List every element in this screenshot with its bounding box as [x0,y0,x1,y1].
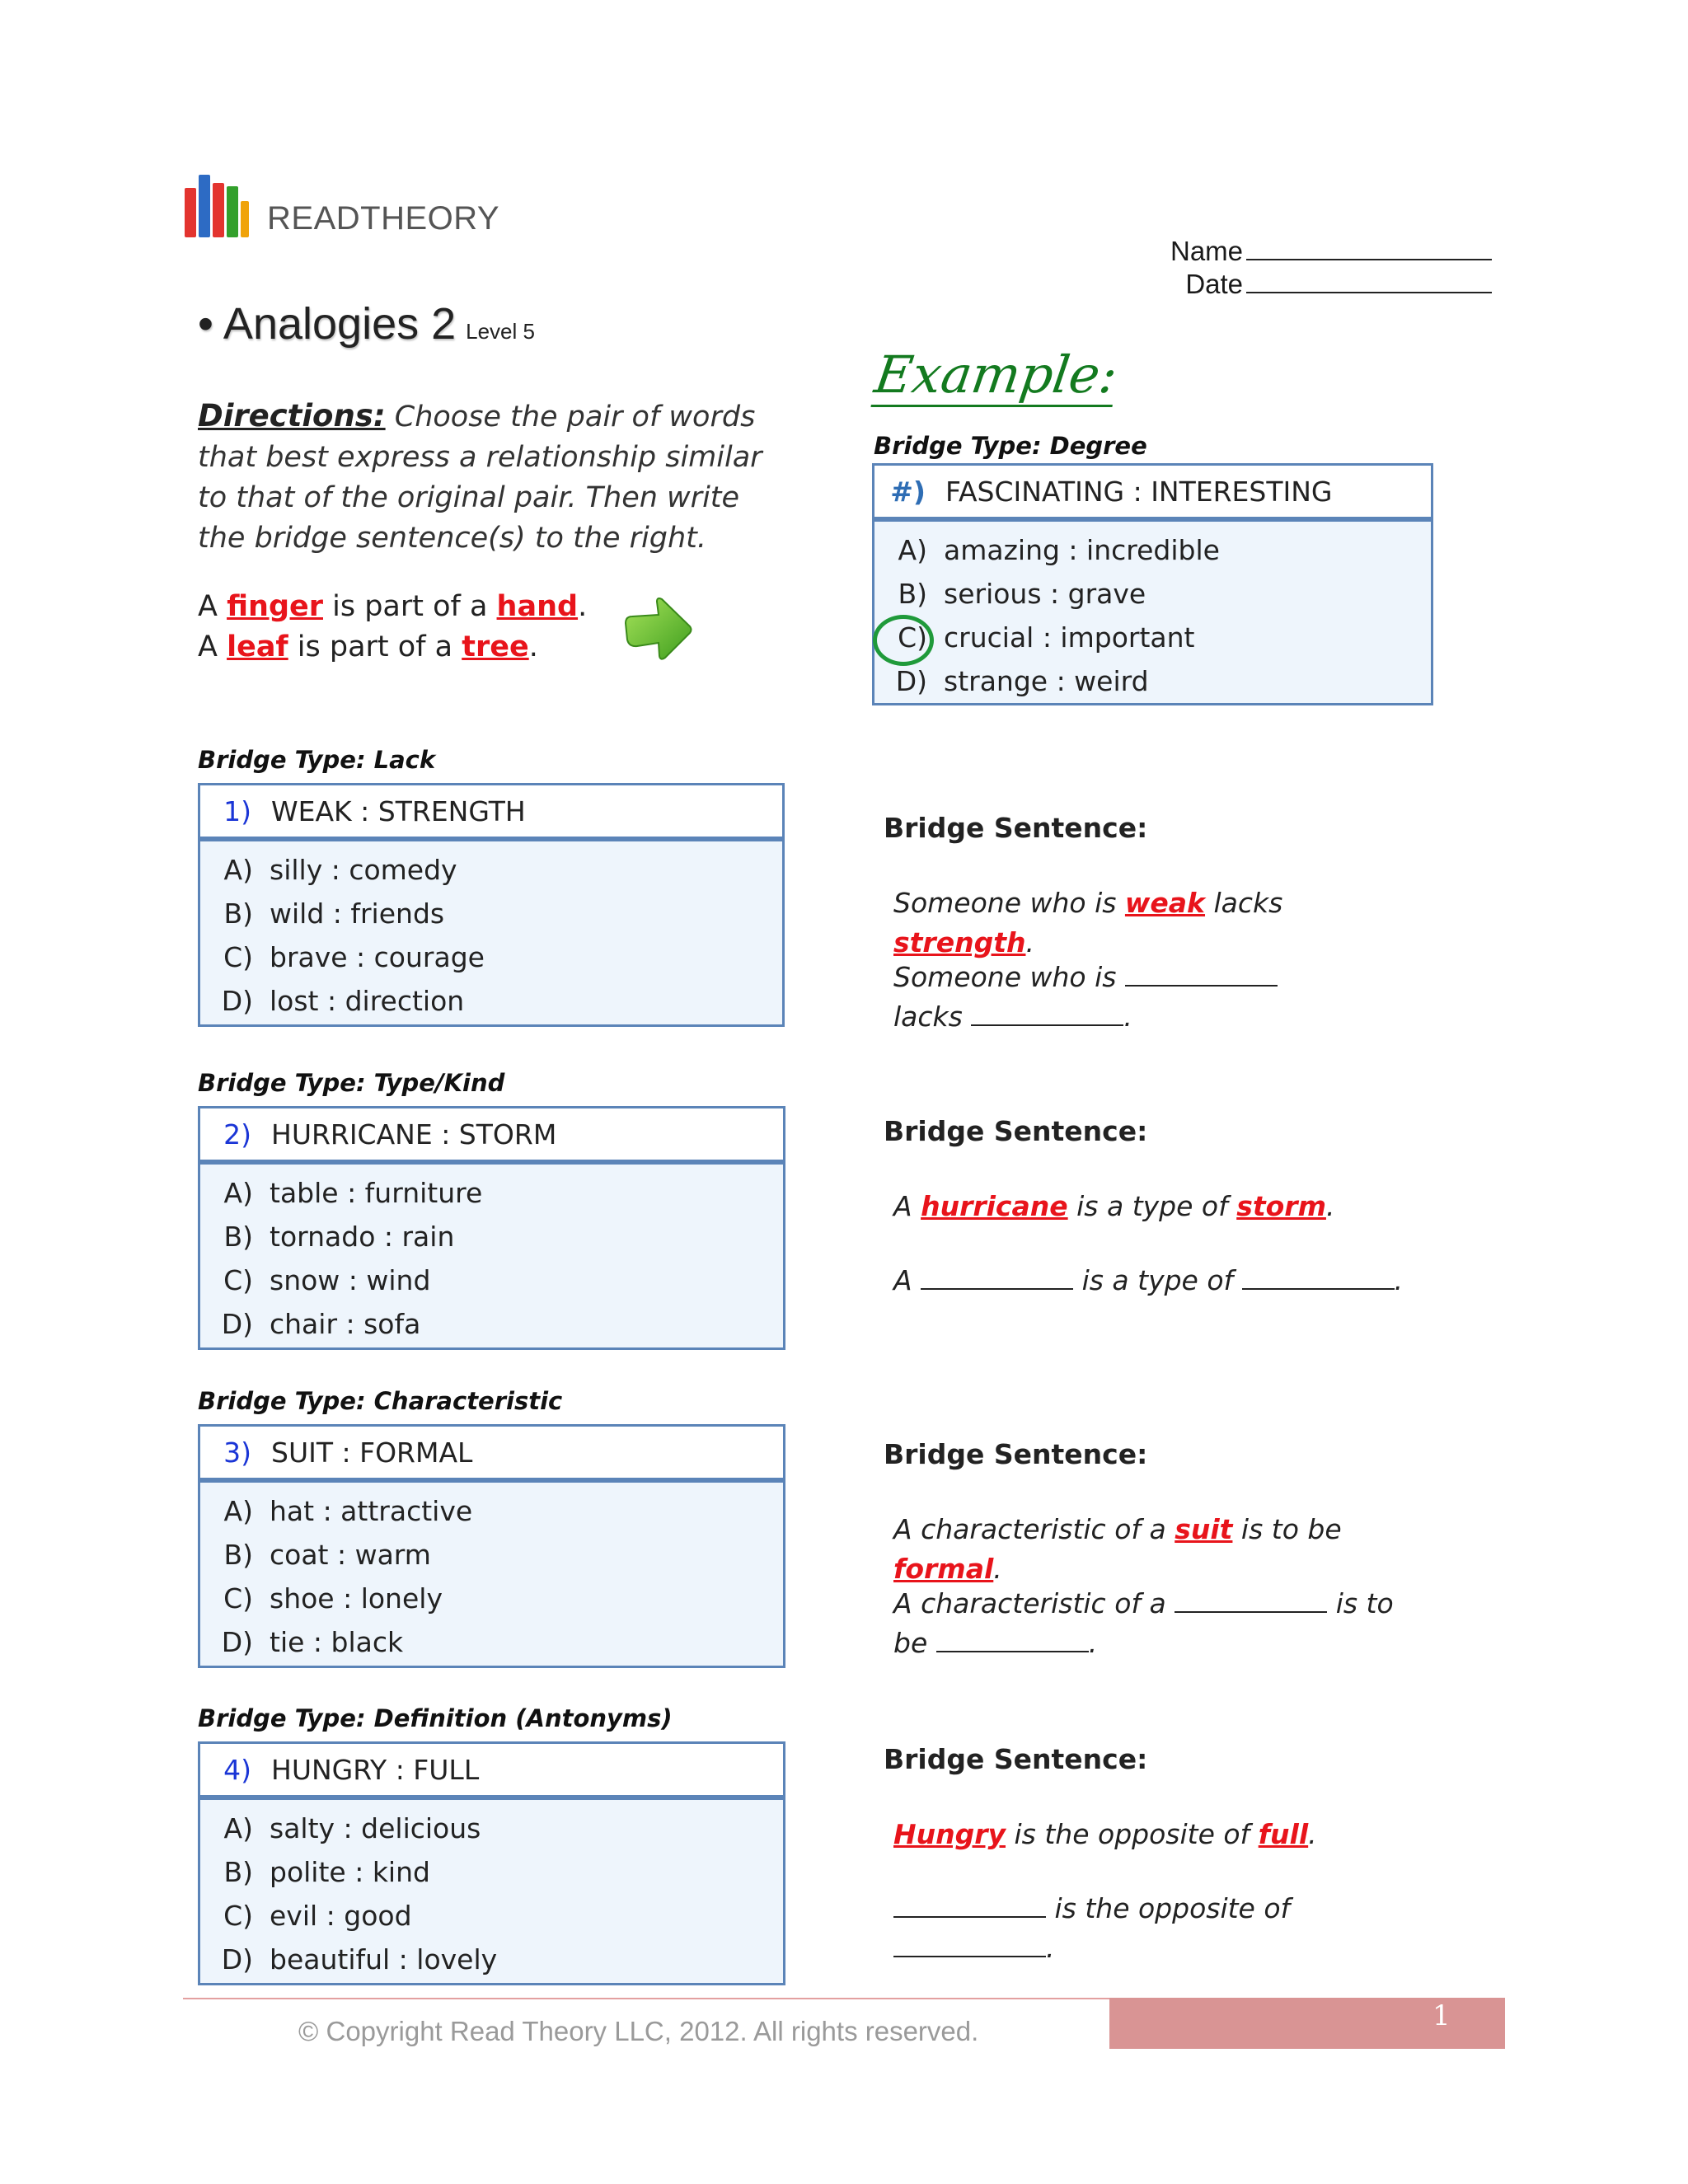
book-blue [199,175,210,237]
q4-options [200,1800,783,1981]
option-text: snow : wind [270,1264,431,1296]
sentence-text: A [893,1190,921,1222]
title-text: • Analogies 2 [198,299,457,349]
sentence-text: Someone who is [893,961,1125,993]
sentence-text: is to be [893,1587,1394,1659]
sample-word: leaf [227,630,288,663]
book-red [185,188,196,237]
option-letter: C) [223,1264,253,1296]
sentence-text: A characteristic of a [893,1513,1175,1545]
readtheory-logo [185,175,499,237]
q3-bridge-title: Bridge Sentence: [884,1438,1148,1470]
q1-options [200,841,782,1023]
question-number: #) [890,475,926,508]
q1-model-sentence [893,883,1421,963]
answer-blank[interactable] [1242,1267,1395,1290]
option-text: amazing : incredible [944,534,1220,566]
sample-text: A [198,590,227,623]
sentence-word: storm [1236,1190,1326,1222]
option-letter: D) [221,1943,253,1975]
option-row[interactable] [200,1577,783,1620]
option-row[interactable] [200,1533,783,1577]
sentence-text: lacks [1205,887,1283,919]
directions [198,396,783,559]
sentence-word: full [1258,1818,1309,1850]
sentence-word: suit [1175,1513,1233,1545]
date-row [1170,268,1492,301]
question-number: 3) [223,1436,251,1469]
option-text: tie : black [270,1626,404,1658]
question-pair: FASCINATING : INTERESTING [945,475,1333,508]
question-pair: HUNGRY : FULL [271,1753,480,1786]
example-label [871,344,1121,405]
option-letter: C) [223,941,253,973]
q4-bridge-title: Bridge Sentence: [884,1743,1148,1775]
sentence-text: A characteristic of a [893,1587,1175,1619]
option-letter: C) [223,1582,253,1615]
level-label: Level 5 [466,319,535,344]
option-row-selected [874,616,1431,659]
sentence-text: . [1088,1627,1098,1659]
sample-word: finger [227,590,323,623]
q1-bridge-type: Bridge Type: Lack [198,746,436,774]
option-text: crucial : important [944,621,1195,654]
option-row[interactable] [200,1302,783,1346]
option-letter-text: C) [898,621,927,654]
option-row[interactable] [200,1171,783,1215]
sentence-text: Someone who is [893,887,1125,919]
q3-model-sentence [893,1510,1421,1589]
sentence-word: strength [893,926,1026,958]
answer-blank[interactable] [921,1267,1073,1290]
sentence-text: . [993,1553,1002,1585]
option-row[interactable] [200,1489,783,1533]
q4-box [198,1741,785,1985]
name-row [1170,235,1492,268]
sample-text: is part of a [288,630,462,663]
option-row[interactable] [200,1894,783,1938]
option-letter: C) [223,1900,253,1932]
answer-blank[interactable] [971,1003,1123,1026]
option-row[interactable] [200,1850,783,1894]
q3-template-sentence [893,1584,1404,1663]
q2-bridge-type: Bridge Type: Type/Kind [198,1069,505,1097]
name-blank[interactable] [1246,236,1492,260]
question-pair: WEAK : STRENGTH [271,794,526,827]
page-title [198,298,535,349]
sample-text: . [578,590,588,623]
sentence-text: . [1394,1264,1404,1296]
book-green [227,186,238,237]
answer-circle-icon [873,615,934,666]
q2-bridge-title: Bridge Sentence: [884,1115,1148,1147]
answer-blank[interactable] [1175,1590,1327,1613]
option-row[interactable] [200,848,782,892]
option-letter: B) [223,1221,253,1253]
option-row [874,659,1431,703]
option-row[interactable] [200,979,782,1023]
option-letter: D) [895,665,927,697]
option-row [874,528,1431,572]
q4-template-sentence [893,1889,1421,1968]
option-row[interactable] [200,1620,783,1664]
answer-blank[interactable] [893,1934,1046,1957]
option-letter: A) [898,534,927,566]
sample-text: . [528,630,538,663]
footer-divider [183,1998,1110,1999]
page-number: 1 [1432,1999,1451,2032]
option-row[interactable] [200,892,782,935]
sentence-text: . [1025,926,1034,958]
q4-bridge-type: Bridge Type: Definition (Antonyms) [198,1704,673,1732]
answer-blank[interactable] [893,1895,1046,1918]
sentence-text: . [1046,1932,1055,1964]
brand-name [267,200,499,237]
sample-line-1 [198,587,587,627]
q1-box [198,783,785,1027]
q2-options [200,1165,783,1346]
books-icon [185,175,249,237]
example-question-box [872,463,1433,705]
option-letter: B) [223,1539,253,1571]
q1-bridge-title: Bridge Sentence: [884,812,1148,844]
option-text: hat : attractive [270,1495,473,1527]
sentence-word: Hungry [893,1818,1006,1850]
option-text: chair : sofa [270,1308,421,1340]
sample-text: is part of a [323,590,497,623]
question-pair: SUIT : FORMAL [271,1436,473,1469]
sentence-text: is a type of [1067,1190,1237,1222]
option-text: polite : kind [270,1856,430,1888]
option-letter: B) [223,898,253,930]
date-blank[interactable] [1246,269,1492,293]
directions-text: Choose the pair of words that best express a relationship similar to that of the original pair. Then write the bridge sentence(s) to the right. [198,401,762,555]
q2-header [200,1108,783,1165]
option-letter: A) [223,1495,253,1527]
sentence-text: is the opposite of [1006,1818,1259,1850]
directions-label: Directions: [198,398,386,434]
sentence-text: is the opposite of [1046,1892,1291,1924]
q4-header [200,1744,783,1800]
option-letter: A) [223,1812,253,1844]
option-text: evil : good [270,1900,412,1932]
option-row[interactable] [200,1807,783,1850]
sentence-word: formal [893,1553,994,1585]
q2-template-sentence [893,1261,1421,1301]
option-text: wild : friends [270,898,445,930]
copyright-text: © Copyright Read Theory LLC, 2012. All rights reserved. [298,2016,979,2046]
option-text: lost : direction [270,985,465,1017]
sample-word: hand [496,590,579,623]
example-bridge-type: Bridge Type: Degree [874,432,1147,460]
sample-analogy [198,587,587,668]
sentence-text: . [1308,1818,1317,1850]
example-label-text: Example: [870,344,1121,407]
option-row[interactable] [200,1938,783,1981]
sentence-text: is to be [1232,1513,1342,1545]
option-letter: D) [221,1626,253,1658]
option-letter: B) [223,1856,253,1888]
q3-header [200,1427,783,1483]
q1-template-sentence [893,958,1355,1037]
sentence-text: . [1325,1190,1335,1222]
sentence-text: A [893,1264,921,1296]
q3-options [200,1483,783,1664]
question-number: 1) [223,794,251,827]
sample-line-2 [198,627,587,668]
option-text: strange : weird [944,665,1149,697]
option-row[interactable] [200,935,782,979]
q2-model-sentence [893,1187,1421,1226]
book-red-2 [213,183,224,237]
answer-blank[interactable] [1125,963,1278,987]
option-row[interactable] [200,1215,783,1258]
q3-box [198,1424,785,1668]
sentence-word: hurricane [921,1190,1068,1222]
book-orange [241,201,249,237]
option-text: serious : grave [944,578,1146,610]
option-text: table : furniture [270,1177,483,1209]
date-label: Date [1185,269,1244,299]
brand-theory: THEORY [360,200,500,237]
option-text: beautiful : lovely [270,1943,498,1975]
option-row[interactable] [200,1258,783,1302]
example-question-header [874,466,1431,522]
option-text: salty : delicious [270,1812,481,1844]
question-pair: HURRICANE : STORM [271,1118,557,1151]
example-options [874,522,1431,703]
option-letter-circled [874,621,927,654]
q1-header [200,785,782,841]
question-number: 4) [223,1753,251,1786]
option-text: tornado : rain [270,1221,455,1253]
q2-box [198,1106,785,1350]
sentence-text: . [1123,1001,1132,1033]
question-number: 2) [223,1118,251,1151]
name-label: Name [1170,236,1244,266]
q4-model-sentence [893,1815,1421,1854]
option-letter: A) [223,1177,253,1209]
name-date-block [1170,235,1492,301]
green-arrow-icon [622,595,693,661]
q3-bridge-type: Bridge Type: Characteristic [198,1387,563,1415]
option-text: coat : warm [270,1539,431,1571]
option-text: shoe : lonely [270,1582,443,1615]
sentence-text: is a type of [1073,1264,1242,1296]
option-text: brave : courage [270,941,485,973]
sample-text: A [198,630,227,663]
option-letter: A) [223,854,253,886]
option-letter: D) [221,985,253,1017]
sentence-word: weak [1124,887,1206,919]
option-letter: B) [898,578,927,610]
answer-blank[interactable] [936,1629,1089,1652]
sample-word: tree [462,630,529,663]
option-row [874,572,1431,616]
option-text: silly : comedy [270,854,457,886]
sentence-text: lacks [893,1001,972,1033]
option-letter: D) [221,1308,253,1340]
brand-read: READ [267,200,361,237]
